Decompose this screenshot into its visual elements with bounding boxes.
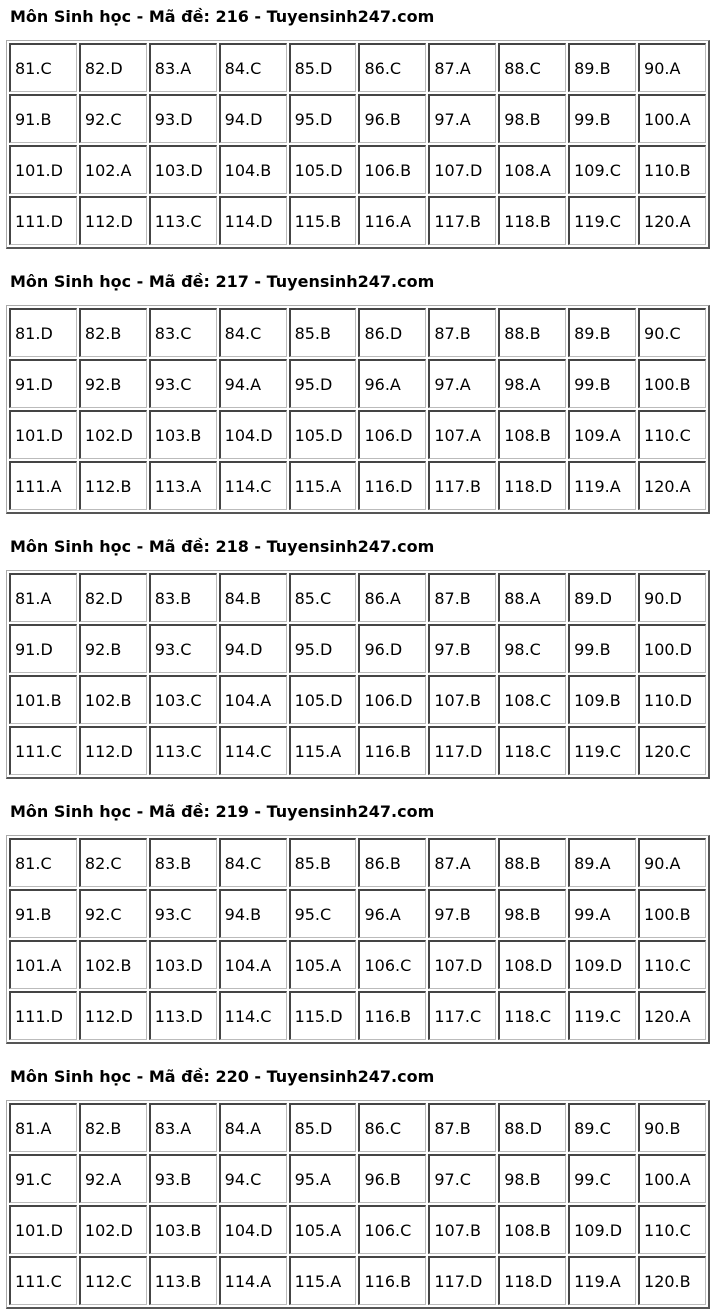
answer-cell: 94.D (219, 624, 287, 673)
answer-cell: 111.A (9, 461, 77, 510)
answer-cell: 93.C (149, 359, 217, 408)
answer-cell: 92.B (79, 624, 147, 673)
answer-cell: 104.D (219, 410, 287, 459)
table-row (9, 1103, 706, 1152)
answer-table (6, 835, 710, 1044)
answer-cell: 96.D (358, 624, 426, 673)
answer-cell: 95.D (289, 624, 357, 673)
answer-cell: 99.B (568, 359, 636, 408)
answer-cell: 92.C (79, 889, 147, 938)
table-row (9, 726, 706, 775)
answer-cell: 103.D (149, 940, 217, 989)
answer-cell: 108.D (498, 940, 566, 989)
answer-cell: 93.D (149, 94, 217, 143)
answer-cell: 102.D (79, 410, 147, 459)
answer-cell: 97.A (428, 359, 496, 408)
table-row (9, 624, 706, 673)
answer-cell: 85.D (289, 1103, 357, 1152)
answer-cell: 90.C (638, 308, 706, 357)
answer-cell: 109.C (568, 145, 636, 194)
answer-cell: 86.D (358, 308, 426, 357)
answer-cell: 89.D (568, 573, 636, 622)
answer-cell: 98.B (498, 1154, 566, 1203)
answer-table (6, 570, 710, 779)
answer-cell: 102.D (79, 1205, 147, 1254)
answer-cell: 88.A (498, 573, 566, 622)
answer-cell: 95.D (289, 94, 357, 143)
answer-cell: 116.D (358, 461, 426, 510)
answer-cell: 83.C (149, 308, 217, 357)
answer-cell: 101.D (9, 145, 77, 194)
answer-cell: 119.A (568, 1256, 636, 1305)
answer-cell: 114.C (219, 991, 287, 1040)
answer-cell: 88.B (498, 308, 566, 357)
answer-cell: 96.B (358, 94, 426, 143)
answer-table (6, 305, 710, 514)
answer-cell: 112.D (79, 196, 147, 245)
answer-cell: 106.C (358, 1205, 426, 1254)
answer-cell: 111.D (9, 991, 77, 1040)
answer-cell: 100.A (638, 1154, 706, 1203)
answer-cell: 101.B (9, 675, 77, 724)
answer-cell: 83.B (149, 838, 217, 887)
answer-cell: 117.D (428, 726, 496, 775)
answer-cell: 84.C (219, 838, 287, 887)
answer-cell: 87.B (428, 308, 496, 357)
answer-cell: 100.B (638, 889, 706, 938)
answer-cell: 106.C (358, 940, 426, 989)
answer-cell: 95.D (289, 359, 357, 408)
table-row (9, 1205, 706, 1254)
table-row (9, 838, 706, 887)
answer-cell: 91.B (9, 889, 77, 938)
answer-cell: 98.C (498, 624, 566, 673)
answer-cell: 82.C (79, 838, 147, 887)
answer-cell: 89.C (568, 1103, 636, 1152)
answer-cell: 86.C (358, 1103, 426, 1152)
answer-cell: 96.B (358, 1154, 426, 1203)
answer-cell: 85.B (289, 838, 357, 887)
answer-cell: 107.B (428, 675, 496, 724)
answer-cell: 118.C (498, 726, 566, 775)
answer-cell: 88.C (498, 43, 566, 92)
answer-cell: 109.D (568, 940, 636, 989)
table-row (9, 196, 706, 245)
answer-cell: 94.A (219, 359, 287, 408)
answer-cell: 97.A (428, 94, 496, 143)
answer-cell: 83.A (149, 43, 217, 92)
answer-cell: 108.C (498, 675, 566, 724)
answer-cell: 81.C (9, 838, 77, 887)
answer-cell: 106.B (358, 145, 426, 194)
section-title: Môn Sinh học - Mã đề: 219 - Tuyensinh247.com (10, 802, 435, 821)
answer-cell: 90.D (638, 573, 706, 622)
answer-cell: 117.C (428, 991, 496, 1040)
answer-cell: 116.B (358, 991, 426, 1040)
answer-cell: 97.B (428, 889, 496, 938)
answer-cell: 83.A (149, 1103, 217, 1152)
table-row (9, 308, 706, 357)
answer-cell: 114.D (219, 196, 287, 245)
answer-cell: 98.B (498, 94, 566, 143)
answer-cell: 105.D (289, 145, 357, 194)
answer-cell: 111.C (9, 1256, 77, 1305)
answer-cell: 100.A (638, 94, 706, 143)
answer-cell: 101.A (9, 940, 77, 989)
answer-cell: 112.D (79, 726, 147, 775)
table-row (9, 94, 706, 143)
answer-cell: 84.B (219, 573, 287, 622)
answer-cell: 107.A (428, 410, 496, 459)
answer-cell: 120.B (638, 1256, 706, 1305)
answer-cell: 112.C (79, 1256, 147, 1305)
answer-cell: 93.C (149, 624, 217, 673)
answer-cell: 116.B (358, 726, 426, 775)
answer-cell: 85.B (289, 308, 357, 357)
answer-cell: 91.C (9, 1154, 77, 1203)
answer-cell: 118.D (498, 1256, 566, 1305)
answer-cell: 93.C (149, 889, 217, 938)
answer-cell: 104.D (219, 1205, 287, 1254)
answer-table (6, 1100, 710, 1309)
table-row (9, 940, 706, 989)
answer-cell: 82.D (79, 43, 147, 92)
answer-cell: 112.D (79, 991, 147, 1040)
answer-cell: 88.D (498, 1103, 566, 1152)
answer-cell: 94.D (219, 94, 287, 143)
answer-cell: 90.A (638, 43, 706, 92)
answer-cell: 86.A (358, 573, 426, 622)
answer-cell: 91.D (9, 624, 77, 673)
answer-cell: 92.B (79, 359, 147, 408)
answer-cell: 89.B (568, 308, 636, 357)
answer-cell: 110.B (638, 145, 706, 194)
answer-cell: 110.D (638, 675, 706, 724)
answer-cell: 99.C (568, 1154, 636, 1203)
answer-cell: 82.D (79, 573, 147, 622)
answer-cell: 110.C (638, 940, 706, 989)
answer-cell: 105.D (289, 675, 357, 724)
answer-cell: 120.A (638, 461, 706, 510)
answer-cell: 102.B (79, 675, 147, 724)
answer-cell: 118.C (498, 991, 566, 1040)
table-row (9, 1154, 706, 1203)
answer-cell: 104.A (219, 675, 287, 724)
table-row (9, 573, 706, 622)
answer-cell: 92.C (79, 94, 147, 143)
answer-cell: 81.A (9, 573, 77, 622)
answer-cell: 109.A (568, 410, 636, 459)
section-title: Môn Sinh học - Mã đề: 217 - Tuyensinh247.com (10, 272, 435, 291)
table-row (9, 1256, 706, 1305)
table-row (9, 461, 706, 510)
answer-cell: 112.B (79, 461, 147, 510)
answer-cell: 100.B (638, 359, 706, 408)
table-row (9, 410, 706, 459)
answer-cell: 85.C (289, 573, 357, 622)
answer-cell: 102.B (79, 940, 147, 989)
answer-cell: 110.C (638, 410, 706, 459)
answer-cell: 84.C (219, 308, 287, 357)
answer-cell: 106.D (358, 410, 426, 459)
answer-cell: 84.C (219, 43, 287, 92)
answer-cell: 98.A (498, 359, 566, 408)
answer-cell: 114.C (219, 726, 287, 775)
section-title: Môn Sinh học - Mã đề: 218 - Tuyensinh247.com (10, 537, 435, 556)
answer-cell: 97.C (428, 1154, 496, 1203)
answer-cell: 113.B (149, 1256, 217, 1305)
answer-cell: 110.C (638, 1205, 706, 1254)
answer-cell: 119.A (568, 461, 636, 510)
answer-cell: 87.B (428, 1103, 496, 1152)
answer-cell: 120.C (638, 726, 706, 775)
answer-cell: 99.B (568, 624, 636, 673)
answer-cell: 108.B (498, 1205, 566, 1254)
answer-cell: 93.B (149, 1154, 217, 1203)
answer-cell: 86.C (358, 43, 426, 92)
answer-cell: 109.B (568, 675, 636, 724)
answer-cell: 95.A (289, 1154, 357, 1203)
answer-cell: 119.C (568, 196, 636, 245)
answer-cell: 117.B (428, 196, 496, 245)
answer-cell: 104.B (219, 145, 287, 194)
answer-cell: 104.A (219, 940, 287, 989)
table-row (9, 43, 706, 92)
answer-cell: 111.C (9, 726, 77, 775)
answer-cell: 115.A (289, 1256, 357, 1305)
answer-cell: 115.A (289, 461, 357, 510)
answer-cell: 94.C (219, 1154, 287, 1203)
answer-cell: 87.B (428, 573, 496, 622)
answer-cell: 99.A (568, 889, 636, 938)
answer-cell: 113.A (149, 461, 217, 510)
answer-cell: 91.B (9, 94, 77, 143)
answer-cell: 118.B (498, 196, 566, 245)
answer-cell: 118.D (498, 461, 566, 510)
answer-cell: 90.B (638, 1103, 706, 1152)
answer-cell: 102.A (79, 145, 147, 194)
answer-cell: 95.C (289, 889, 357, 938)
answer-cell: 88.B (498, 838, 566, 887)
answer-cell: 113.C (149, 196, 217, 245)
answer-cell: 92.A (79, 1154, 147, 1203)
answer-cell: 89.B (568, 43, 636, 92)
answer-cell: 97.B (428, 624, 496, 673)
answer-cell: 103.C (149, 675, 217, 724)
answer-cell: 90.A (638, 838, 706, 887)
answer-cell: 114.A (219, 1256, 287, 1305)
answer-cell: 119.C (568, 991, 636, 1040)
table-row (9, 889, 706, 938)
answer-cell: 81.A (9, 1103, 77, 1152)
answer-cell: 81.D (9, 308, 77, 357)
answer-cell: 105.D (289, 410, 357, 459)
answer-cell: 107.D (428, 145, 496, 194)
answer-cell: 81.C (9, 43, 77, 92)
answer-cell: 99.B (568, 94, 636, 143)
answer-cell: 109.D (568, 1205, 636, 1254)
answer-cell: 114.C (219, 461, 287, 510)
answer-cell: 103.B (149, 1205, 217, 1254)
answer-cell: 115.A (289, 726, 357, 775)
answer-cell: 111.D (9, 196, 77, 245)
answer-cell: 117.D (428, 1256, 496, 1305)
answer-cell: 86.B (358, 838, 426, 887)
answer-cell: 100.D (638, 624, 706, 673)
answer-cell: 107.D (428, 940, 496, 989)
answer-cell: 108.A (498, 145, 566, 194)
table-row (9, 145, 706, 194)
answer-cell: 96.A (358, 889, 426, 938)
answer-cell: 94.B (219, 889, 287, 938)
answer-table (6, 40, 710, 249)
answer-cell: 98.B (498, 889, 566, 938)
answer-cell: 119.C (568, 726, 636, 775)
answer-cell: 115.B (289, 196, 357, 245)
answer-cell: 120.A (638, 196, 706, 245)
table-row (9, 675, 706, 724)
section-title: Môn Sinh học - Mã đề: 216 - Tuyensinh247.com (10, 7, 435, 26)
answer-cell: 113.C (149, 726, 217, 775)
answer-cell: 85.D (289, 43, 357, 92)
table-row (9, 991, 706, 1040)
answer-cell: 108.B (498, 410, 566, 459)
answer-cell: 105.A (289, 940, 357, 989)
answer-cell: 116.A (358, 196, 426, 245)
answer-cell: 106.D (358, 675, 426, 724)
answer-cell: 115.D (289, 991, 357, 1040)
answer-cell: 84.A (219, 1103, 287, 1152)
answer-cell: 113.D (149, 991, 217, 1040)
answer-cell: 89.A (568, 838, 636, 887)
answer-cell: 103.D (149, 145, 217, 194)
answer-cell: 87.A (428, 838, 496, 887)
answer-cell: 116.B (358, 1256, 426, 1305)
answer-cell: 117.B (428, 461, 496, 510)
answer-cell: 120.A (638, 991, 706, 1040)
answer-cell: 82.B (79, 308, 147, 357)
table-row (9, 359, 706, 408)
answer-cell: 87.A (428, 43, 496, 92)
answer-cell: 96.A (358, 359, 426, 408)
answer-cell: 101.D (9, 1205, 77, 1254)
answer-cell: 83.B (149, 573, 217, 622)
answer-cell: 101.D (9, 410, 77, 459)
answer-cell: 107.B (428, 1205, 496, 1254)
answer-cell: 91.D (9, 359, 77, 408)
answer-cell: 82.B (79, 1103, 147, 1152)
section-title: Môn Sinh học - Mã đề: 220 - Tuyensinh247.com (10, 1067, 435, 1086)
answer-cell: 103.B (149, 410, 217, 459)
answer-cell: 105.A (289, 1205, 357, 1254)
